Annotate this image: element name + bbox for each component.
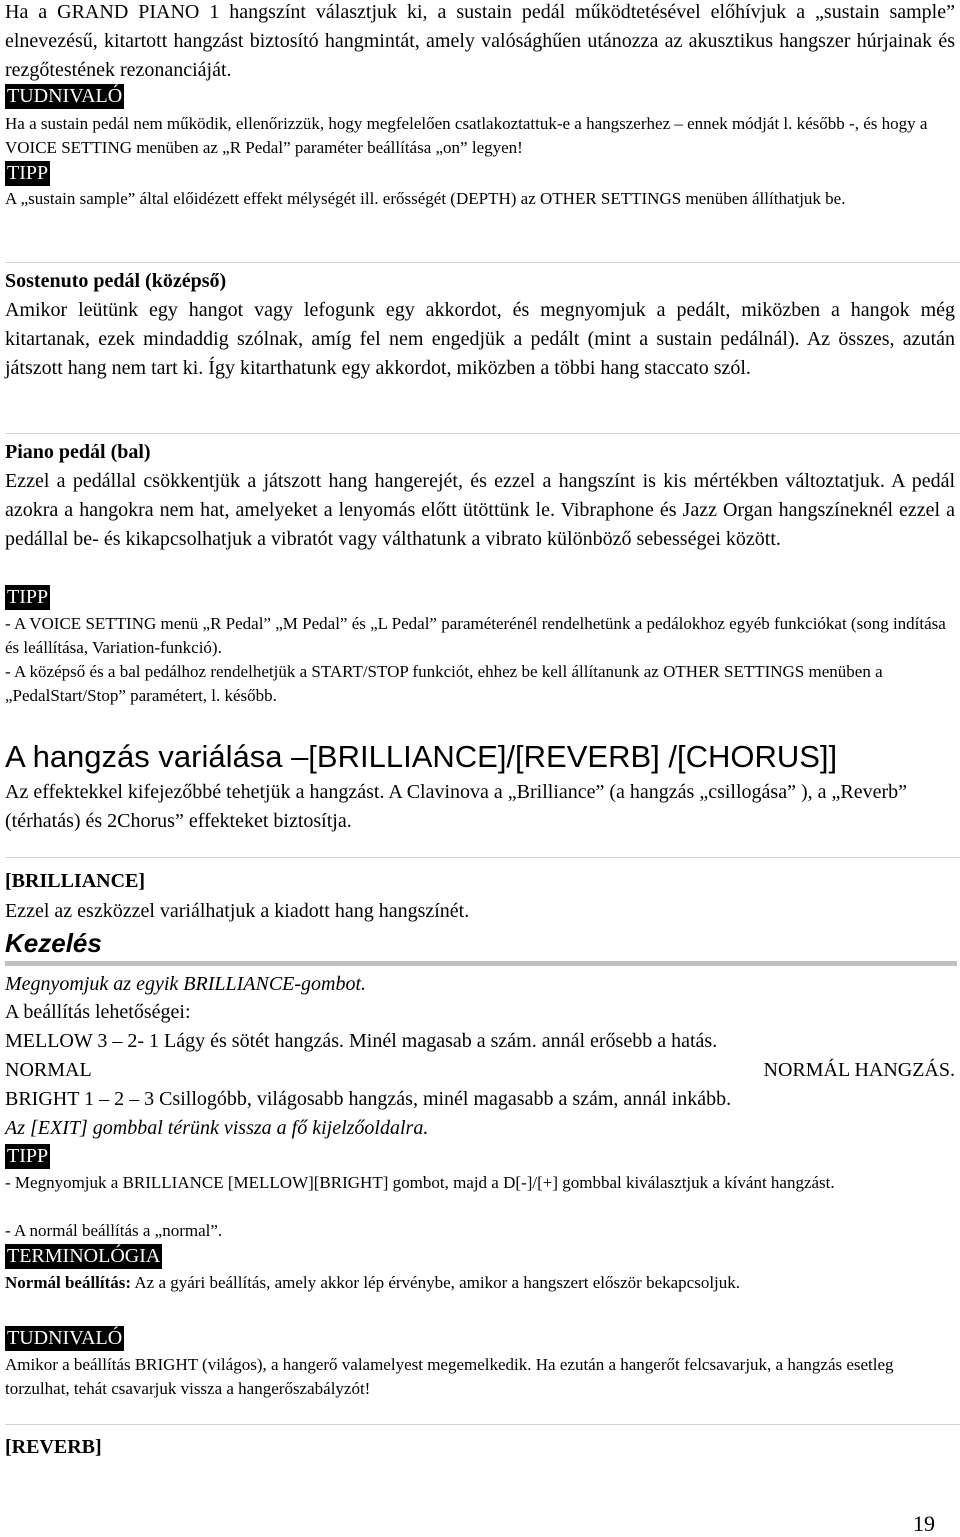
- tip-text: A „sustain sample” által előidézett effekt mélységét ill. erősségét (DEPTH) az OTHER SETTINGS menüben állíthatjuk be.: [5, 189, 846, 208]
- note-label: TUDNIVALÓ: [7, 1327, 123, 1349]
- divider: [5, 262, 960, 263]
- piano-heading: Piano pedál (bal): [5, 441, 151, 463]
- option-normal-desc: NORMÁL HANGZÁS.: [763, 1059, 955, 1081]
- options-intro: A beállítás lehetőségei:: [5, 1001, 191, 1023]
- option-bright: BRIGHT 1 – 2 – 3 Csillogóbb, világosabb hangzás, minél magasabb a szám, annál inkább.: [5, 1088, 732, 1110]
- brilliance-note-text: Amikor a beállítás BRIGHT (világos), a hangerő valamelyest megemelkedik. Ha ezután a hangerőt felcsavarjuk, a hangzás esetleg torzulhat, tehát csavarjuk vissza a hangerőszabályzót!: [5, 1355, 894, 1398]
- sostenuto-heading: Sostenuto pedál (középső): [5, 270, 227, 292]
- reverb-heading: [REVERB]: [5, 1436, 102, 1458]
- divider: [5, 433, 960, 434]
- tip-label: TIPP: [7, 162, 49, 184]
- tip-label: TIPP: [7, 1145, 49, 1167]
- brilliance-tip-1: - Megnyomjuk a BRILLIANCE [MELLOW][BRIGHT] gombot, majd a D[-]/[+] gombbal kiválasztjuk a kívánt hangzást.: [5, 1173, 835, 1192]
- piano-text: Ezzel a pedállal csökkentjük a játszott hang hangerejét, és ezzel a hangszínt is kis mértékben változtatjuk. A pedál azokra a hangokra nem hat, amelyeket a lenyomás előtt ütöttünk le. Vibraphone és Jazz Organ hangszíneknél ezzel a pedállal be- és kikapcsolhatjuk a vibratót vagy válthatunk a vibrato különböző sebességei között.: [5, 470, 955, 550]
- divider: [5, 857, 960, 858]
- option-mellow: MELLOW 3 – 2- 1 Lágy és sötét hangzás. Minél magasab a szám. annál erősebb a hatás.: [5, 1030, 718, 1052]
- note-text: Ha a sustain pedál nem működik, ellenőrizzük, hogy megfelelően csatlakoztattuk-e a hangszerhez – ennek módját l. később -, és hogy a VOICE SETTING menüben az „R Pedal” paraméter beállítása „on” legyen!: [5, 114, 928, 157]
- divider: [5, 1424, 960, 1425]
- step-1: Megnyomjuk az egyik BRILLIANCE-gombot.: [5, 973, 367, 995]
- kezeles-heading: Kezelés: [5, 928, 102, 958]
- tip-label: TIPP: [7, 586, 49, 608]
- tip-label-block: [5, 585, 955, 610]
- piano-tip-1: - A VOICE SETTING menü „R Pedal” „M Pedal” és „L Pedal” paraméterénél rendelhetünk a pedálokhoz egyéb funkciókat (song indítása és leállítása, Variation-funkció).: [5, 614, 946, 657]
- terminology-definition: Az a gyári beállítás, amely akkor lép érvénybe, amikor a hangszert először bekapcsoljuk.: [131, 1273, 741, 1292]
- exit-instruction: Az [EXIT] gombbal térünk vissza a fő kijelzőoldalra.: [5, 1117, 429, 1139]
- terminology-label: TERMINOLÓGIA: [7, 1245, 161, 1267]
- variation-text: Az effektekkel kifejezőbbé tehetjük a hangzást. A Clavinova a „Brilliance” (a hangzás „csillogása” ), a „Reverb” (térhatás) és 2Chorus” effekteket biztosítja.: [5, 781, 908, 832]
- term-label-block: [5, 1244, 955, 1269]
- section-rule: [5, 961, 957, 966]
- option-normal-label: NORMAL: [5, 1059, 92, 1081]
- note-label-block: [5, 1326, 955, 1351]
- brilliance-tip-2: - A normál beállítás a „normal”.: [5, 1221, 223, 1240]
- tip-label-block: [5, 1144, 955, 1169]
- piano-tip-2: - A középső és a bal pedálhoz rendelhetjük a START/STOP funkciót, ehhez be kell állítanunk az OTHER SETTINGS menüben a „PedalStart/Stop” paramétert, l. később.: [5, 662, 883, 705]
- intro-paragraph: Ha a GRAND PIANO 1 hangszínt választjuk ki, a sustain pedál működtetésével előhívjuk a „sustain sample” elnevezésű, kitartott hangzást biztosító hangmintát, amely valósághűen utánozza az akusztikus hangszer húrjainak és rezgőtestének rezonanciáját.: [5, 1, 955, 81]
- note-label-block: [5, 84, 955, 109]
- option-normal: [5, 1056, 955, 1085]
- sostenuto-text: Amikor leütünk egy hangot vagy lefogunk egy akkordot, és megnyomjuk a pedált, miközben a hangok még kitartanak, ezek mindaddig szólnak, amíg fel nem engedjük a pedált (mint a sustain pedálnál). Az összes, azután játszott hang nem tart ki. Így kitarthatunk egy akkordot, miközben a többi hang staccato szól.: [5, 299, 955, 379]
- brilliance-text: Ezzel az eszközzel variálhatjuk a kiadott hang hangszínét.: [5, 900, 470, 922]
- brilliance-heading: [BRILLIANCE]: [5, 870, 146, 892]
- terminology-term: Normál beállítás:: [5, 1273, 132, 1292]
- variation-heading: A hangzás variálása –[BRILLIANCE]/[REVERB] /[CHORUS]]: [5, 739, 838, 774]
- page-number: 19: [913, 1511, 935, 1536]
- terminology-text: [5, 1271, 955, 1295]
- note-label: TUDNIVALÓ: [7, 85, 123, 107]
- tip-label-block: [5, 161, 955, 186]
